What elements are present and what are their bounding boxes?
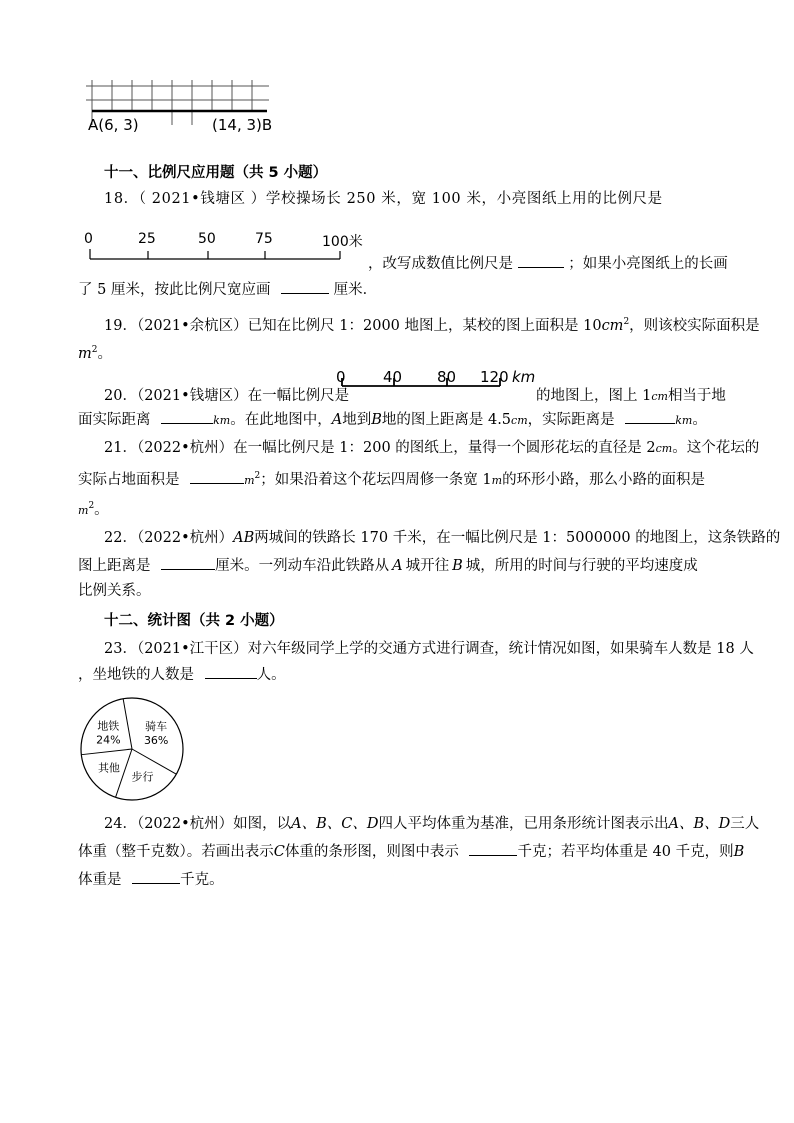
q20-text: 面实际距离 xyxy=(78,412,151,428)
q21-unit: m xyxy=(78,503,89,517)
q24-text: 体重（整千克数）。若画出表示 xyxy=(78,844,274,860)
q21-line3: $m^2$。 xyxy=(78,501,109,518)
q21-text: 的环形小路，那么小路的面积是 xyxy=(502,471,706,488)
q24-text: 体重的条形图，则图中表示 xyxy=(284,844,459,860)
q18-answer-blank-1[interactable] xyxy=(518,253,564,268)
q20-answer-blank-1[interactable] xyxy=(161,409,213,424)
q20-point-a: A xyxy=(331,412,343,428)
q21-answer-blank-1[interactable] xyxy=(190,469,244,484)
q20-tick-label: 40 xyxy=(383,368,403,386)
q24-point-b: B xyxy=(733,844,745,860)
q20-line1a: 20．（2021•钱塘区）在一幅比例尺是 xyxy=(104,388,350,404)
section-12-heading: 十二、统计图（共 2 小题） xyxy=(104,613,284,629)
q19-unit: cm xyxy=(601,317,624,334)
q22-line1 xyxy=(104,527,780,549)
q23-line1: 23．（2021•江干区）对六年级同学上学的交通方式进行调查，统计情况如图，如果骑车人数是 18 人 xyxy=(104,641,754,657)
q22-text: 两城间的铁路长 170 千米，在一幅比例尺是 1：5000000 的地图上，这条铁路的 xyxy=(254,530,781,546)
pie-chart xyxy=(76,694,196,804)
q19-line2: $m^2$。 xyxy=(78,345,112,362)
grid-figure xyxy=(84,80,284,140)
q20-text: ，实际距离是 xyxy=(527,412,615,428)
q18-text: 了 5 厘米，按此比例尺宽应画 xyxy=(78,282,271,298)
q20-unit: km xyxy=(213,414,231,427)
q20-unit: cm xyxy=(511,414,528,427)
q24-points: A、B、D xyxy=(668,816,731,832)
q22-answer-blank[interactable] xyxy=(161,555,215,570)
q24-text: 千克。 xyxy=(180,872,224,888)
q20-text: 相当于地 xyxy=(667,388,726,404)
q18-line3 xyxy=(78,279,377,301)
q22-text: 厘米。一列动车沿此铁路从 xyxy=(215,558,390,574)
pie-slice-label: 步行 xyxy=(131,770,154,784)
pie-chart-svg xyxy=(76,694,196,804)
q18-tick-label: 0 xyxy=(84,231,93,247)
q21-line1 xyxy=(104,437,759,460)
q19-unit: m xyxy=(78,345,92,362)
q18-answer-blank-2[interactable] xyxy=(281,279,329,294)
q20-answer-blank-2[interactable] xyxy=(625,409,675,424)
q21-unit: m xyxy=(244,473,255,487)
q20-unit: cm xyxy=(651,390,668,403)
q22-point-b: B xyxy=(452,558,463,574)
q18-tick-label: 100米 xyxy=(322,234,363,250)
q22-line3: 比例关系。 xyxy=(78,583,151,599)
q20-text: 。在此地图中， xyxy=(230,412,332,428)
q18-text: ，改写成数值比例尺是 xyxy=(368,256,513,272)
q20-tick-label: 0 xyxy=(336,368,346,386)
q20-line2: 面实际距离 km。在此地图中，A地到B地的图上距离是 4.5cm，实际距离是 km。 xyxy=(78,409,707,432)
q20-tick-label: 80 xyxy=(437,368,457,386)
q18-scale-bar xyxy=(82,231,372,267)
q18-line2 xyxy=(368,253,728,275)
q18-tick-label: 25 xyxy=(138,231,156,247)
q21-line2: 实际占地面积是 $m^2$；如果沿着这个花坛四周修一条宽 1m的环形小路，那么小路的面积是 xyxy=(78,465,705,492)
point-a-label: A(6, 3) xyxy=(88,116,139,134)
pie-slice-label: 地铁 xyxy=(97,719,120,733)
pie-slice-value: 24% xyxy=(96,733,121,747)
q19-text: ，则该校实际面积是 xyxy=(629,317,760,334)
pie-slice-value: 36% xyxy=(143,733,169,747)
pie-slice-label: 其他 xyxy=(97,761,120,775)
q21-text: 21．（2022•杭州）在一幅比例尺是 1：200 的图纸上，量得一个圆形花坛的直径是 2 xyxy=(104,440,656,456)
q23-text: 人。 xyxy=(256,667,286,683)
q21-unit: cm xyxy=(655,442,673,455)
q22-ab: AB xyxy=(233,530,255,546)
q19-line1: 19．（2021•余杭区）已知在比例尺 1：2000 地图上，某校的图上面积是 $10cm^2$，则该校实际面积是 xyxy=(104,317,760,334)
q20-text: 的地图上，图上 1 xyxy=(536,388,652,404)
q22-point-a: A xyxy=(392,558,403,574)
q18-line1: 18．（ 2021•钱塘区 ）学校操场长 250 米，宽 100 米，小亮图纸上用的比例尺是 xyxy=(104,191,663,207)
q20-line1b xyxy=(536,385,726,408)
section-11-heading: 十一、比例尺应用题（共 5 小题） xyxy=(104,165,328,181)
point-b-label: (14, 3)B xyxy=(212,116,273,134)
q20-tick-label: 120 xyxy=(480,368,509,386)
q20-text: 地到 xyxy=(342,412,372,428)
q24-text: 千克；若平均体重是 40 千克，则 xyxy=(517,844,734,860)
q24-answer-blank-1[interactable] xyxy=(469,841,517,856)
q24-text: 24．（2022•杭州）如图，以 xyxy=(104,816,292,832)
q19-text: 19．（2021•余杭区）已知在比例尺 1：2000 地图上，某校的图上面积是 10 xyxy=(104,317,602,334)
q24-text: 四人平均体重为基准，已用条形统计图表示出 xyxy=(378,816,669,832)
q22-text: 22．（2022•杭州） xyxy=(104,530,234,546)
q24-line1 xyxy=(104,813,759,835)
q24-point-c: C xyxy=(273,844,285,860)
q20-scale-unit: km xyxy=(512,368,536,386)
q24-line2 xyxy=(78,841,744,863)
q18-text: ；如果小亮图纸上的长画 xyxy=(568,256,728,272)
q22-text: 城开往 xyxy=(405,558,450,574)
q21-unit: m xyxy=(491,473,503,487)
q24-answer-blank-2[interactable] xyxy=(132,869,180,884)
q23-line2 xyxy=(78,664,286,686)
q22-text: 城，所用的时间与行驶的平均速度成 xyxy=(465,558,698,574)
q20-scale-bar xyxy=(334,368,534,402)
q18-tick-label: 75 xyxy=(255,231,273,247)
q24-points: A、B、C、D xyxy=(291,816,379,832)
q18-text: 厘米． xyxy=(333,282,378,298)
q21-text: ；如果沿着这个花坛四周修一条宽 1 xyxy=(260,471,492,488)
q22-line2 xyxy=(78,555,698,577)
q22-text: 图上距离是 xyxy=(78,558,151,574)
q24-line3 xyxy=(78,869,224,891)
q20-point-b: B xyxy=(371,412,382,428)
q21-text: 。这个花坛的 xyxy=(672,440,760,456)
q23-answer-blank[interactable] xyxy=(205,664,257,679)
q24-text: 体重是 xyxy=(78,872,122,888)
q20-text: 地的图上距离是 4.5 xyxy=(381,412,512,428)
q24-text: 三人 xyxy=(730,816,760,832)
q18-tick-label: 50 xyxy=(198,231,216,247)
q23-text: ，坐地铁的人数是 xyxy=(78,667,194,683)
pie-slice-label: 骑车 xyxy=(145,719,168,733)
q21-text: 实际占地面积是 xyxy=(78,471,180,488)
q20-unit: km xyxy=(675,414,693,427)
